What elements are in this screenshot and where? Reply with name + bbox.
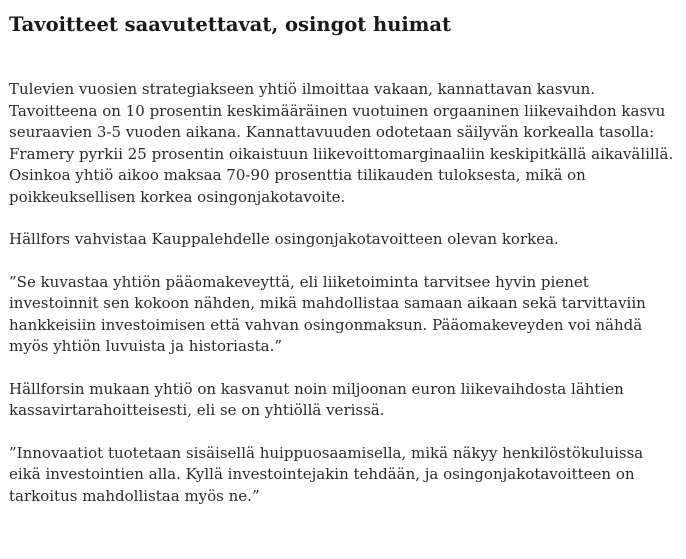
paragraph-quote-capital-light: ”Se kuvastaa yhtiön pääomakeveyttä, eli liiketoiminta tarvitsee hyvin pienet investoinnit sen kokoon nähden, mikä mahdollistaa samaan aikaan sekä tarvittaviin hankkeisiin investoimisen että vahvan osingonmaksun. Pääomakeveyden voi nähdä myös yhtiön luvuista ja historiasta.” [9, 272, 646, 355]
section-heading: Tavoitteet saavutettavat, osingot huimat [9, 13, 452, 36]
paragraph-cashflow-growth: Hällforsin mukaan yhtiö on kasvanut noin miljoonan euron liikevaihdosta lähtien kassavirtarahoitteisesti, eli se on yhtiöllä verissä. [9, 379, 624, 419]
paragraph-strategy: Tulevien vuosien strategiakseen yhtiö ilmoittaa vakaan, kannattavan kasvun. Tavoitteena on 10 prosentin keskimääräinen vuotuinen orgaaninen liikevaihdon kasvu seuraavien 3-5 vuoden aikana. Kannattavuuden odotetaan säilyvän korkealla tasolla: Framery pyrkii 25 prosentin oikaistuun liikevoittomarginaaliin keskipitkällä aikavälillä. Osinkoa yhtiö aikoo maksaa 70-90 prosenttia tilikauden tuloksesta, mikä on poikkeuksellisen korkea osingonjakotavoite. [9, 80, 674, 206]
paragraph-dividend-confirmation: Hällfors vahvistaa Kauppalehdelle osingonjakotavoitteen olevan korkea. [9, 230, 559, 248]
paragraph-quote-innovation: ”Innovaatiot tuotetaan sisäisellä huippuosaamisella, mikä näkyy henkilöstökuluissa eikä investointien alla. Kyllä investointejakin tehdään, ja osingonjakotavoitteen on tarkoitus mahdollistaa myös ne.” [9, 443, 644, 505]
